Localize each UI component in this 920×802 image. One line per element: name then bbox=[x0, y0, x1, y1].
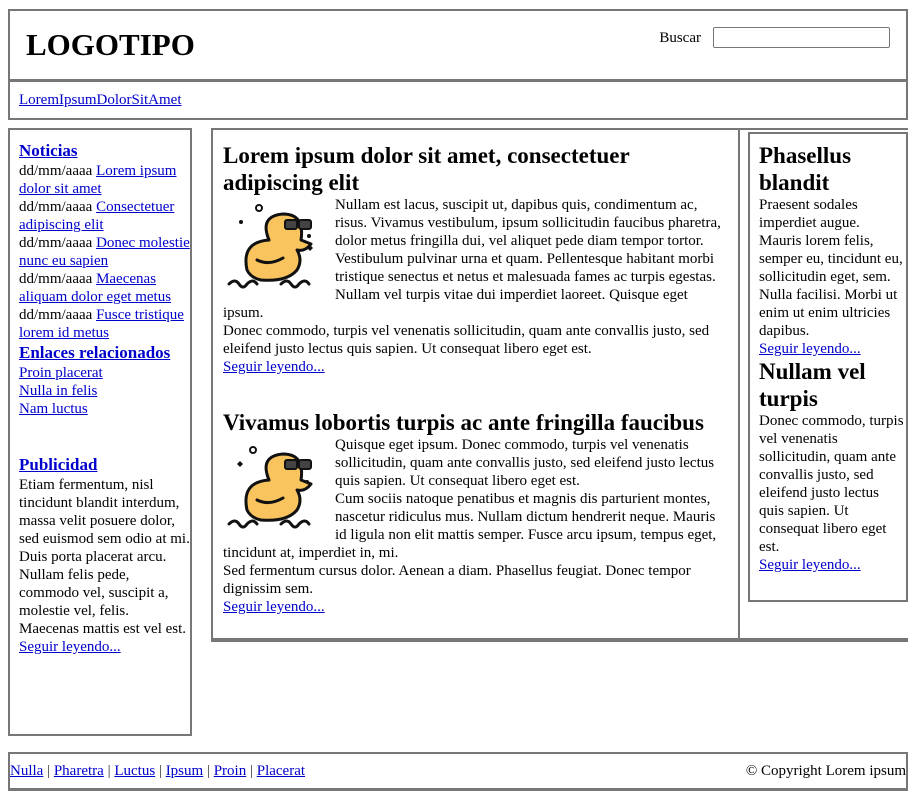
article-paragraph: Nullam est lacus, suscipit ut, dapibus quis, condimentum ac, risus. Vivamus vestibulum, ipsum sollicitudin faucibus pharetra, dolor metus fringilla dui, vel aliquet pede diam tempor tortor. bbox=[335, 197, 721, 249]
advertising-read-more-link[interactable]: Seguir leyendo... bbox=[19, 639, 121, 655]
related-link[interactable]: Proin placerat bbox=[19, 365, 103, 381]
news-link[interactable]: Fusce tristique lorem id metus bbox=[19, 307, 184, 341]
articles-column bbox=[213, 130, 740, 640]
related-links-heading-link[interactable]: Enlaces relacionados bbox=[19, 343, 171, 362]
news-date: dd/mm/aaaa bbox=[19, 271, 93, 287]
article-paragraph: Cum sociis natoque penatibus et magnis dis parturient montes, nascetur ridiculus mus. Nullam dictum hendrerit neque. Mauris id ligula non elit mattis semper. Fusce arcu ipsum, tempus eget, tincidunt at, imperdiet in, mi. bbox=[223, 491, 717, 561]
duck-icon bbox=[223, 436, 327, 540]
advertising-text: Etiam fermentum, nisl tincidunt blandit interdum, massa velit posuere dolor, sed euismod sem odio at mi. Duis porta placerat arcu. Nullam felis pede, commodo vel, suscipit a, molestie vel, felis. Maecenas mattis est vel est. bbox=[19, 477, 190, 637]
search-form bbox=[659, 27, 890, 48]
duck-icon bbox=[223, 196, 327, 300]
footer-link[interactable]: Proin bbox=[213, 763, 247, 779]
news-date: dd/mm/aaaa bbox=[19, 199, 93, 215]
footer-link[interactable]: Ipsum bbox=[165, 763, 204, 779]
main-content bbox=[211, 128, 908, 642]
article bbox=[223, 142, 728, 376]
news-item bbox=[19, 306, 190, 342]
article-read-more-link[interactable]: Seguir leyendo... bbox=[223, 599, 325, 615]
right-section-title: Nullam vel turpis bbox=[759, 359, 866, 411]
related-links-list bbox=[19, 364, 190, 418]
news-link[interactable]: Consectetuer adipiscing elit bbox=[19, 199, 175, 233]
news-heading-link[interactable]: Noticias bbox=[19, 141, 78, 160]
search-label: Buscar bbox=[659, 29, 701, 46]
article-paragraph: Vestibulum pulvinar urna et quam. Pellentesque habitant morbi tristique senectus et netus et malesuada fames ac turpis egestas. Nullam vel turpis vitae dui imperdiet laoreet. Quisque eget ipsum. bbox=[223, 251, 716, 321]
news-link[interactable]: Donec molestie nunc eu sapien bbox=[19, 235, 190, 269]
right-sidebar bbox=[748, 132, 908, 602]
right-section-text: Donec commodo, turpis vel venenatis sollicitudin, quam ante convallis justo, sed eleifend justo lectus quis sapien. Ut consequat libero eget est. bbox=[759, 413, 904, 555]
news-date: dd/mm/aaaa bbox=[19, 307, 93, 323]
footer-link[interactable]: Pharetra bbox=[53, 763, 104, 779]
right-section-title: Phasellus blandit bbox=[759, 143, 852, 195]
footer bbox=[8, 752, 908, 791]
header bbox=[8, 9, 908, 82]
news-item bbox=[19, 234, 190, 270]
footer-link[interactable]: Nulla bbox=[10, 763, 44, 779]
article-paragraph: Sed fermentum cursus dolor. Aenean a diam. Phasellus feugiat. Donec tempor dignissim sem. bbox=[223, 563, 691, 597]
top-navigation bbox=[8, 82, 908, 120]
footer-link[interactable]: Luctus bbox=[114, 763, 156, 779]
copyright: © Copyright Lorem ipsum bbox=[745, 763, 906, 779]
right-section-text: Praesent sodales imperdiet augue. Mauris lorem felis, semper eu, tincidunt eu, sollicitudin eget, sem. Nulla facilisi. Morbi ut enim ut enim ultricies dapibus. bbox=[759, 197, 903, 339]
related-link[interactable]: Nam luctus bbox=[19, 401, 88, 417]
article-title: Lorem ipsum dolor sit amet, consectetuer adipiscing elit bbox=[223, 143, 630, 195]
right-read-more-link[interactable]: Seguir leyendo... bbox=[759, 341, 861, 357]
article-title: Vivamus lobortis turpis ac ante fringilla faucibus bbox=[223, 410, 704, 435]
advertising-heading-link[interactable]: Publicidad bbox=[19, 455, 98, 474]
footer-link[interactable]: Placerat bbox=[256, 763, 306, 779]
related-link[interactable]: Nulla in felis bbox=[19, 383, 98, 399]
logo: LOGOTIPO bbox=[26, 27, 195, 62]
left-sidebar bbox=[8, 128, 192, 736]
news-item bbox=[19, 198, 190, 234]
right-read-more-link[interactable]: Seguir leyendo... bbox=[759, 557, 861, 573]
news-date: dd/mm/aaaa bbox=[19, 163, 93, 179]
top-nav-link[interactable]: LoremIpsumDolorSitAmet bbox=[19, 92, 182, 108]
news-link[interactable]: Lorem ipsum dolor sit amet bbox=[19, 163, 177, 197]
footer-links: Nulla | Pharetra | Luctus | Ipsum | Proin | Placerat bbox=[10, 763, 306, 779]
news-item bbox=[19, 270, 190, 306]
article-read-more-link[interactable]: Seguir leyendo... bbox=[223, 359, 325, 375]
article-paragraph: Donec commodo, turpis vel venenatis sollicitudin, quam ante convallis justo, sed eleifend justo lectus quis sapien. Ut consequat libero eget est. bbox=[223, 323, 710, 357]
search-input[interactable] bbox=[713, 27, 890, 48]
news-link[interactable]: Maecenas aliquam dolor eget metus bbox=[19, 271, 172, 305]
article bbox=[223, 409, 728, 616]
news-item bbox=[19, 162, 190, 198]
article-paragraph: Quisque eget ipsum. Donec commodo, turpis vel venenatis sollicitudin, quam ante convallis justo, sed eleifend justo lectus quis sapien. Ut consequat libero eget est. bbox=[335, 437, 715, 489]
news-date: dd/mm/aaaa bbox=[19, 235, 93, 251]
